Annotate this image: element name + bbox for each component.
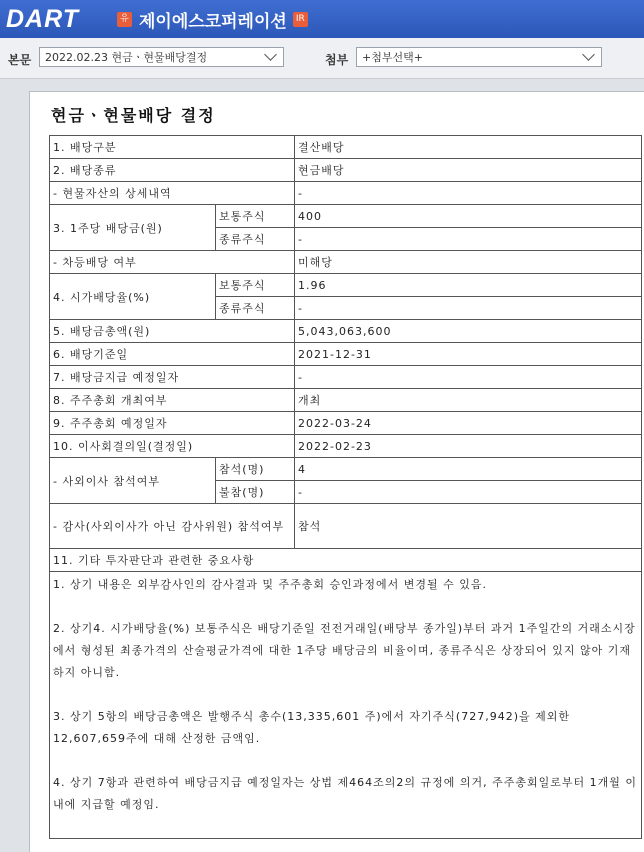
row-value: 400 xyxy=(295,205,642,228)
row-label: - 감사(사외이사가 아닌 감사위원) 참석여부 xyxy=(50,504,295,549)
row-value: - xyxy=(295,182,642,205)
table-row xyxy=(50,412,642,435)
table-row xyxy=(50,182,642,205)
row-label: 5. 배당금총액(원) xyxy=(50,320,295,343)
note-text: 2. 상기4. 시가배당율(%) 보통주식은 배당기준일 전전거래일(배당부 종가일)부터 과거 1주일간의 거래소시장에서 형성된 최종가격의 산술평균가격에 대한 1주당 배당금의 비율이며, 종류주식은 상장되어 있지 않아 기재하지 아니함. xyxy=(53,622,636,679)
table-row xyxy=(50,205,642,228)
row-label: 10. 이사회결의일(결정일) xyxy=(50,435,295,458)
row-sublabel: 보통주식 xyxy=(216,205,295,228)
row-value: 결산배당 xyxy=(295,136,642,159)
row-value: 미해당 xyxy=(295,251,642,274)
table-row xyxy=(50,572,642,839)
notes-cell xyxy=(50,572,642,839)
attachment-select-value: +첨부선택+ xyxy=(362,51,423,64)
note-text: 3. 상기 5항의 배당금총액은 발행주식 총수(13,335,601 주)에서 자기주식(727,942)을 제외한 12,607,659주에 대해 산정한 금액임. xyxy=(53,710,571,745)
attachment-label: 첨부 xyxy=(325,53,349,67)
document-viewer xyxy=(29,91,644,852)
table-row xyxy=(50,389,642,412)
row-sublabel: 종류주식 xyxy=(216,228,295,251)
row-label: 8. 주주총회 개최여부 xyxy=(50,389,295,412)
row-label: 1. 배당구분 xyxy=(50,136,295,159)
row-value: 2022-03-24 xyxy=(295,412,642,435)
table-row xyxy=(50,136,642,159)
main-doc-label: 본문 xyxy=(8,53,32,67)
row-value: 2021-12-31 xyxy=(295,343,642,366)
row-sublabel: 참석(명) xyxy=(216,458,295,481)
ir-badge-icon[interactable]: IR xyxy=(293,12,308,27)
row-label: 7. 배당금지급 예정일자 xyxy=(50,366,295,389)
dividend-table xyxy=(49,135,642,839)
table-row xyxy=(50,435,642,458)
main-doc-select-value: 2022.02.23 현금ㆍ현물배당결정 xyxy=(45,51,208,64)
table-row xyxy=(50,366,642,389)
row-label: - 사외이사 참석여부 xyxy=(50,458,216,504)
filter-bar xyxy=(0,38,644,79)
row-sublabel: 보통주식 xyxy=(216,274,295,297)
company-name[interactable]: 제이에스코퍼레이션 xyxy=(138,11,287,32)
row-value: 2022-02-23 xyxy=(295,435,642,458)
table-row xyxy=(50,274,642,297)
row-label: 4. 시가배당율(%) xyxy=(50,274,216,320)
attachment-select[interactable] xyxy=(356,47,602,67)
document-title: 현금ㆍ현물배당 결정 xyxy=(51,106,216,125)
row-value: 4 xyxy=(295,458,642,481)
table-row xyxy=(50,458,642,481)
table-row xyxy=(50,159,642,182)
chevron-down-icon xyxy=(582,48,595,61)
chevron-down-icon xyxy=(264,48,277,61)
row-value: - xyxy=(295,297,642,320)
row-value: - xyxy=(295,366,642,389)
note-text: 4. 상기 7항과 관련하여 배당금지급 예정일자는 상법 제464조의2의 규정에 의거, 주주총회일로부터 1개월 이내에 지급할 예정임. xyxy=(53,776,637,811)
table-row xyxy=(50,343,642,366)
row-label: - 현물자산의 상세내역 xyxy=(50,182,295,205)
row-label: - 차등배당 여부 xyxy=(50,251,295,274)
row-label: 11. 기타 투자판단과 관련한 중요사항 xyxy=(50,549,642,572)
row-value: 5,043,063,600 xyxy=(295,320,642,343)
row-value: 개최 xyxy=(295,389,642,412)
note-text: 1. 상기 내용은 외부감사인의 감사결과 및 주주총회 승인과정에서 변경될 수 있음. xyxy=(53,578,487,591)
row-label: 2. 배당종류 xyxy=(50,159,295,182)
table-row xyxy=(50,320,642,343)
row-label: 9. 주주총회 예정일자 xyxy=(50,412,295,435)
row-value: - xyxy=(295,481,642,504)
top-bar xyxy=(0,0,644,38)
table-row xyxy=(50,504,642,549)
row-value: - xyxy=(295,228,642,251)
listed-badge-icon: 유 xyxy=(117,12,132,27)
table-row xyxy=(50,549,642,572)
dart-logo[interactable]: DART xyxy=(6,4,79,33)
main-doc-select[interactable] xyxy=(39,47,284,67)
row-value: 현금배당 xyxy=(295,159,642,182)
row-label: 6. 배당기준일 xyxy=(50,343,295,366)
row-sublabel: 종류주식 xyxy=(216,297,295,320)
row-label: 3. 1주당 배당금(원) xyxy=(50,205,216,251)
row-value: 참석 xyxy=(295,504,642,549)
row-value: 1.96 xyxy=(295,274,642,297)
table-row xyxy=(50,251,642,274)
row-sublabel: 불참(명) xyxy=(216,481,295,504)
